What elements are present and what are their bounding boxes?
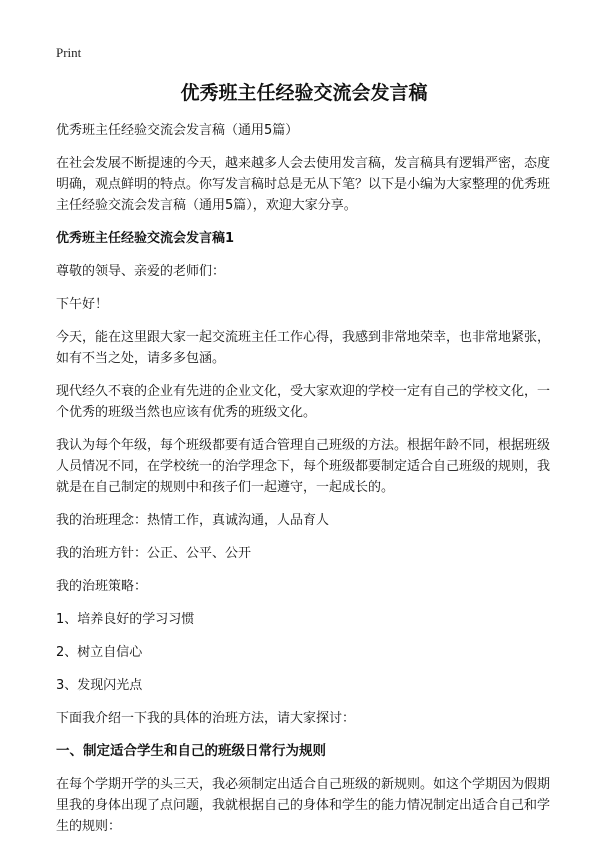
list-item: 2、树立自信心 xyxy=(56,645,143,660)
section-title-1: 优秀班主任经验交流会发言稿1 xyxy=(56,231,235,246)
document-title: 优秀班主任经验交流会发言稿 xyxy=(180,82,428,104)
paragraph: 在每个学期开学的头三天，我必须制定出适合自己班级的新规则。如这个学期因为假期里我的身体出现了点问题，我就根据自己的身体和学生的能力情况制定出适合自己和学生的规则： xyxy=(56,777,551,834)
paragraph: 现代经久不衰的企业有先进的企业文化，受大家欢迎的学校一定有自己的学校文化，一个优秀的班级当然也应该有优秀的班级文化。 xyxy=(56,384,551,420)
document-subtitle: 优秀班主任经验交流会发言稿（通用5篇） xyxy=(56,123,299,138)
section-heading: 一、制定适合学生和自己的班级日常行为规则 xyxy=(56,743,326,759)
salutation: 尊敬的领导、亲爱的老师们： xyxy=(56,264,226,279)
paragraph: 我的治班理念：热情工作，真诚沟通，人品育人 xyxy=(56,513,330,528)
paragraph: 下面我介绍一下我的具体的治班方法，请大家探讨： xyxy=(56,711,356,726)
paragraph: 我的治班方针：公正、公平、公开 xyxy=(56,546,252,561)
paragraph: 今天，能在这里跟大家一起交流班主任工作心得，我感到非常地荣幸，也非常地紧张，如有不当之处，请多多包涵。 xyxy=(56,330,551,366)
greeting: 下午好！ xyxy=(56,297,109,312)
document-body xyxy=(56,80,552,849)
list-item: 1、培养良好的学习习惯 xyxy=(56,612,195,627)
print-link[interactable]: Print xyxy=(56,45,82,60)
paragraph: 我的治班策略： xyxy=(56,579,148,594)
paragraph: 我认为每个年级，每个班级都要有适合管理自己班级的方法。根据年龄不同，根据班级人员情况不同，在学校统一的治学理念下，每个班级都要制定适合自己班级的规则，我就是在自己制定的规则中和孩子们一起遵守，一起成长的。 xyxy=(56,438,551,495)
intro-paragraph: 在社会发展不断提速的今天，越来越多人会去使用发言稿，发言稿具有逻辑严密，态度明确，观点鲜明的特点。你写发言稿时总是无从下笔？以下是小编为大家整理的优秀班主任经验交流会发言稿（通用5篇），欢迎大家分享。 xyxy=(56,156,551,213)
list-item: 3、发现闪光点 xyxy=(56,678,143,693)
